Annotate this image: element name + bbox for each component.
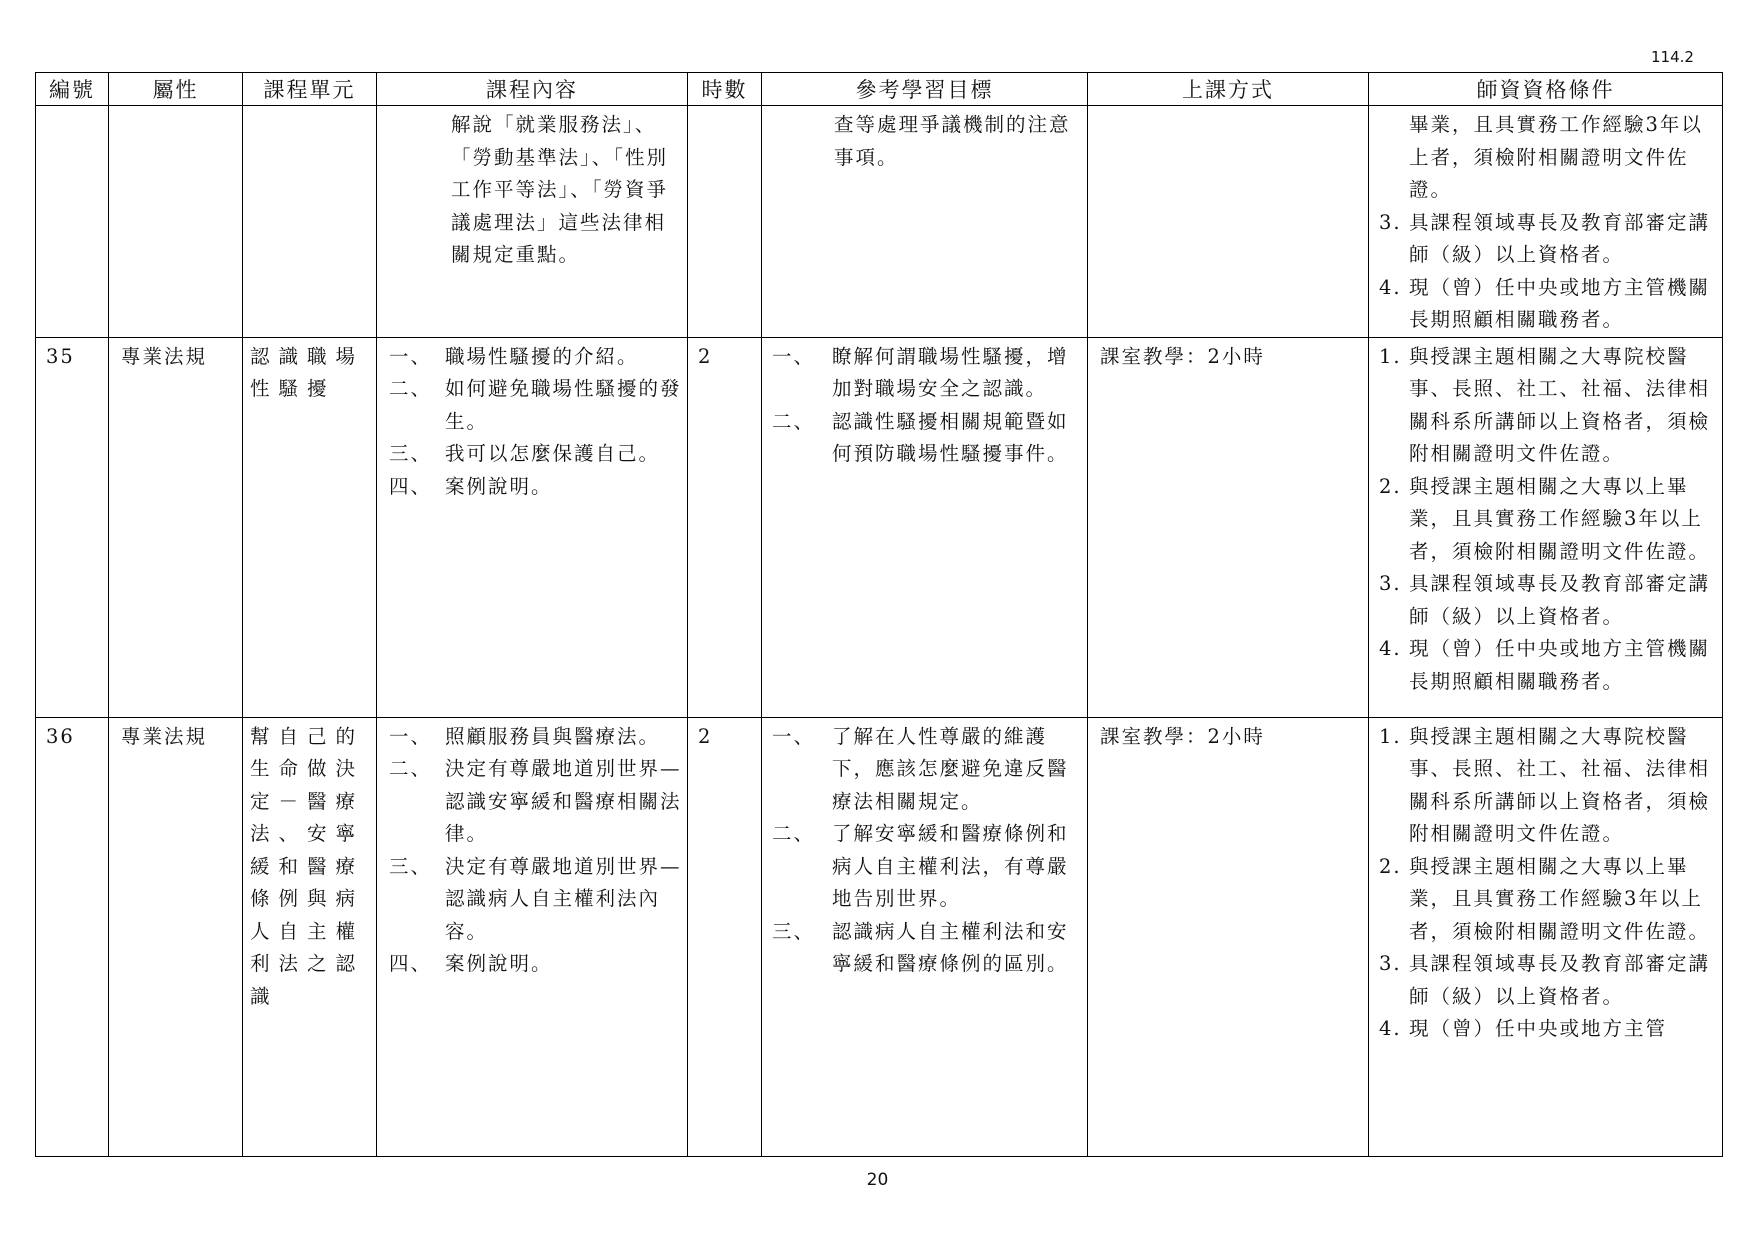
cell-method: 課室教學：2小時: [1088, 717, 1369, 1157]
goal-item: 一、 瞭解何謂職場性騷擾，增加對職場安全之認識。: [772, 344, 1069, 400]
content-item: 四、 案例說明。: [389, 952, 553, 975]
cell-number: [36, 106, 109, 338]
cell-content: [377, 717, 688, 1157]
cell-unit: [243, 106, 377, 338]
cell-content: [377, 106, 688, 338]
header-goals: 參考學習目標: [762, 73, 1088, 106]
qualification-item: 1. 與授課主題相關之大專院校醫事、長照、社工、社福、法律相關科系所講師以上資格者，須檢附相關證明文件佐證。: [1379, 724, 1711, 845]
content-item: 一、 職場性騷擾的介紹。: [389, 344, 639, 368]
header-method: 上課方式: [1088, 73, 1369, 106]
qualification-item: 2. 與授課主題相關之大專以上畢業，且具實務工作經驗3年以上者，須檢附相關證明文件佐證。: [1379, 474, 1711, 563]
cell-attribute: [109, 106, 243, 338]
content-item: 二、 如何避免職場性騷擾的發生。: [389, 377, 682, 433]
table-row: [36, 717, 1723, 1157]
qualification-item: 4. 現（曾）任中央或地方主管: [1379, 1017, 1668, 1040]
cell-hours: 2: [688, 717, 762, 1157]
goals-continuation-text: 查等處理爭議機制的注意事項。: [834, 113, 1071, 169]
cell-method: [1088, 106, 1369, 338]
cell-number: 35: [36, 337, 109, 717]
cell-qualifications: [1369, 717, 1723, 1157]
cell-hours: [688, 106, 762, 338]
unit-text: 幫自己的生命做決定－醫療法、安寧緩和醫療條例與病人自主權利法之認識: [250, 724, 365, 1008]
cell-method: 課室教學：2小時: [1088, 337, 1369, 717]
content-item: 三、 我可以怎麼保護自己。: [389, 442, 661, 465]
table-header-row: [36, 73, 1723, 106]
unit-text: 認識職場性騷擾: [250, 344, 365, 400]
cell-content: [377, 337, 688, 717]
cell-number: 36: [36, 717, 109, 1157]
cell-attribute: 專業法規: [109, 717, 243, 1157]
header-qualifications: 師資資格條件: [1369, 73, 1723, 106]
content-item: 四、 案例說明。: [389, 474, 553, 498]
cell-hours: 2: [688, 337, 762, 717]
cell-goals: [762, 106, 1088, 338]
qualification-item: 3. 具課程領域專長及教育部審定講師（級）以上資格者。: [1379, 572, 1711, 628]
header-unit: 課程單元: [243, 73, 377, 106]
qualification-continuation-text: 畢業，且具實務工作經驗3年以上者，須檢附相關證明文件佐證。: [1409, 113, 1703, 201]
header-content: 課程內容: [377, 73, 688, 106]
cell-goals: [762, 337, 1088, 717]
cell-qualifications: [1369, 337, 1723, 717]
cell-goals: [762, 717, 1088, 1157]
cell-unit: [243, 337, 377, 717]
content-item: 二、 決定有尊嚴地道別世界—認識安寧緩和醫療相關法律。: [389, 757, 682, 845]
content-continuation-text: 解說「就業服務法」、「勞動基準法」、「性別工作平等法」、「勞資爭議處理法」這些法律相關規定重點。: [451, 113, 669, 266]
qualification-item: 3. 具課程領域專長及教育部審定講師（級）以上資格者。: [1379, 210, 1711, 266]
page-number: 20: [866, 1170, 889, 1190]
goal-item: 二、 認識性騷擾相關規範暨如何預防職場性騷擾事件。: [772, 409, 1069, 465]
table-row-continuation: [36, 106, 1723, 338]
document-version: 114.2: [1651, 48, 1694, 66]
header-number: 編號: [36, 73, 109, 106]
cell-qualifications: [1369, 106, 1723, 338]
qualification-item: 1. 與授課主題相關之大專院校醫事、長照、社工、社福、法律相關科系所講師以上資格者，須檢附相關證明文件佐證。: [1379, 344, 1711, 465]
content-item: 三、 決定有尊嚴地道別世界—認識病人自主權利法內容。: [389, 854, 682, 943]
header-hours: 時數: [688, 73, 762, 106]
content-item: 一、 照顧服務員與醫療法。: [389, 724, 661, 748]
qualification-item: 2. 與授課主題相關之大專以上畢業，且具實務工作經驗3年以上者，須檢附相關證明文件佐證。: [1379, 854, 1711, 943]
course-table: [35, 72, 1723, 1157]
header-attribute: 屬性: [109, 73, 243, 106]
cell-unit: [243, 717, 377, 1157]
qualification-item: 4. 現（曾）任中央或地方主管機關長期照顧相關職務者。: [1379, 637, 1711, 693]
cell-attribute: 專業法規: [109, 337, 243, 717]
goal-item: 二、 了解安寧緩和醫療條例和病人自主權利法，有尊嚴地告別世界。: [772, 822, 1069, 910]
qualification-item: 4. 現（曾）任中央或地方主管機關長期照顧相關職務者。: [1379, 275, 1711, 331]
qualification-item: 3. 具課程領域專長及教育部審定講師（級）以上資格者。: [1379, 952, 1711, 1008]
goal-item: 一、 了解在人性尊嚴的維護下，應該怎麼避免違反醫療法相關規定。: [772, 724, 1069, 813]
table-row: [36, 337, 1723, 717]
goal-item: 三、 認識病人自主權利法和安寧緩和醫療條例的區別。: [772, 919, 1069, 975]
